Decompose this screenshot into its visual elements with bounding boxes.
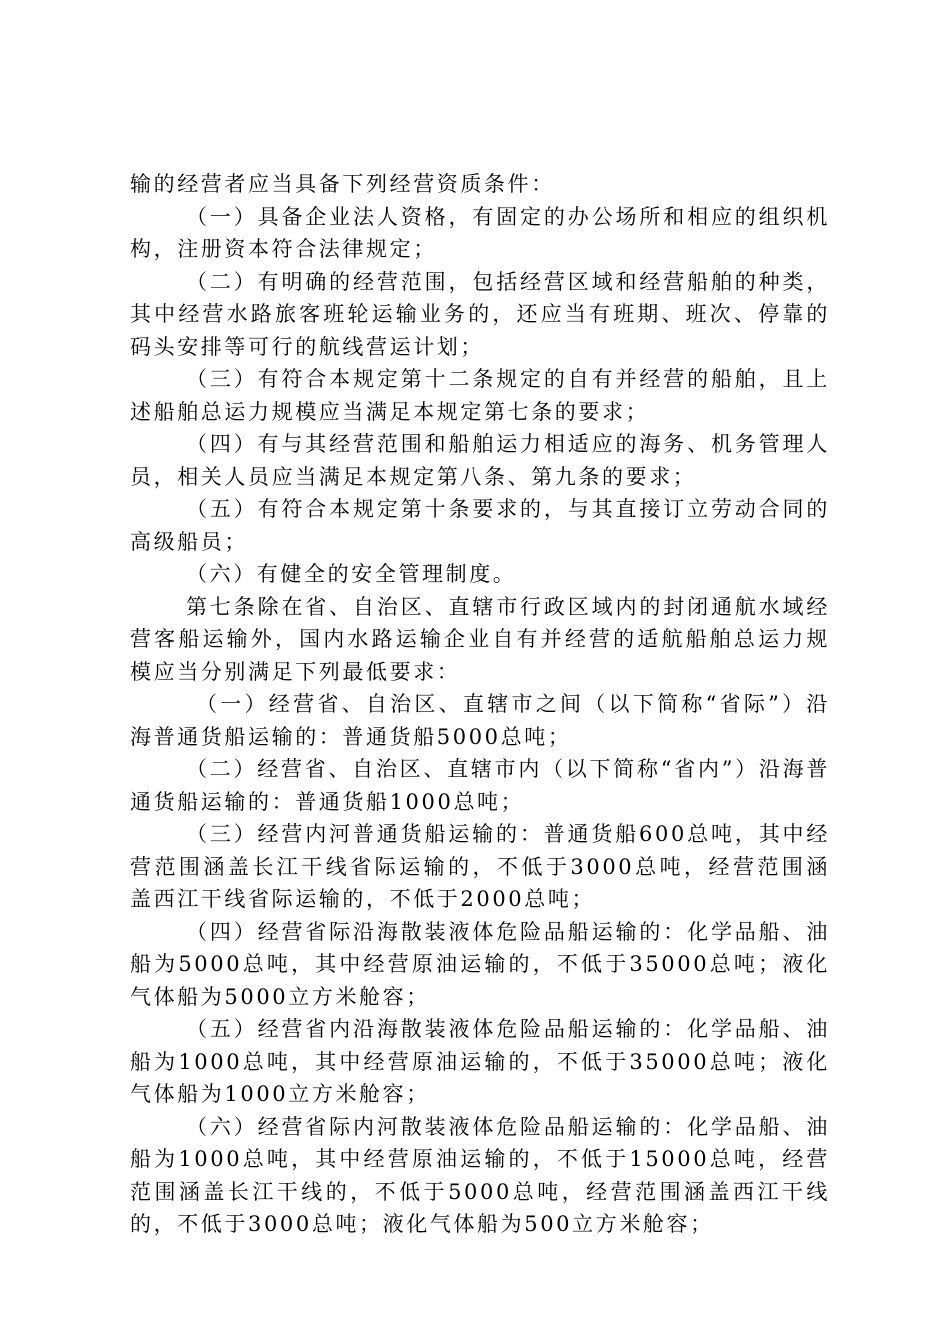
paragraph-item-5: （五）有符合本规定第十条要求的，与其直接订立劳动合同的高级船员； [130,497,830,554]
paragraph-item-1: （一）具备企业法人资格，有固定的办公场所和相应的组织机构，注册资本符合法律规定； [130,204,830,261]
paragraph-item-3: （三）有符合本规定第十二条规定的自有并经营的船舶，且上述船舶总运力规模应当满足本规定第七条的要求； [130,367,830,424]
paragraph-article-7-item-1: （一）经营省、自治区、直辖市之间（以下简称“省际”）沿海普通货船运输的：普通货船5000总吨； [130,692,830,749]
paragraph-article-7-item-5: （五）经营省内沿海散装液体危险品船运输的：化学品船、油船为1000总吨，其中经营原油运输的，不低于35000总吨；液化气体船为1000立方米舱容； [130,1017,830,1106]
paragraph-article-7-item-2: （二）经营省、自治区、直辖市内（以下简称“省内”）沿海普通货船运输的：普通货船1000总吨； [130,757,830,814]
paragraph-article-7-item-3: （三）经营内河普通货船运输的：普通货船600总吨，其中经营范围涵盖长江干线省际运输的，不低于3000总吨，经营范围涵盖西江干线省际运输的，不低于2000总吨； [130,822,830,911]
paragraph-article-7-item-6: （六）经营省际内河散装液体危险品船运输的：化学品船、油船为1000总吨，其中经营原油运输的，不低于15000总吨，经营范围涵盖长江干线的，不低于5000总吨，经营范围涵盖西江干线的，不低于3000总吨；液化气体船为500立方米舱容； [130,1114,830,1236]
paragraph-intro: 输的经营者应当具备下列经营资质条件： [130,172,555,196]
paragraph-item-6: （六）有健全的安全管理制度。 [186,562,517,586]
document-body [130,168,830,1241]
paragraph-article-7: 第七条除在省、自治区、直辖市行政区域内的封闭通航水域经营客船运输外，国内水路运输企业自有并经营的适航船舶总运力规模应当分别满足下列最低要求： [130,594,830,684]
paragraph-item-2: （二）有明确的经营范围，包括经营区域和经营船舶的种类，其中经营水路旅客班轮运输业务的，还应当有班期、班次、停靠的码头安排等可行的航线营运计划； [130,269,830,359]
paragraph-item-4: （四）有与其经营范围和船舶运力相适应的海务、机务管理人员，相关人员应当满足本规定第八条、第九条的要求； [130,432,830,489]
paragraph-article-7-item-4: （四）经营省际沿海散装液体危险品船运输的：化学品船、油船为5000总吨，其中经营原油运输的，不低于35000总吨；液化气体船为5000立方米舱容； [130,919,830,1009]
